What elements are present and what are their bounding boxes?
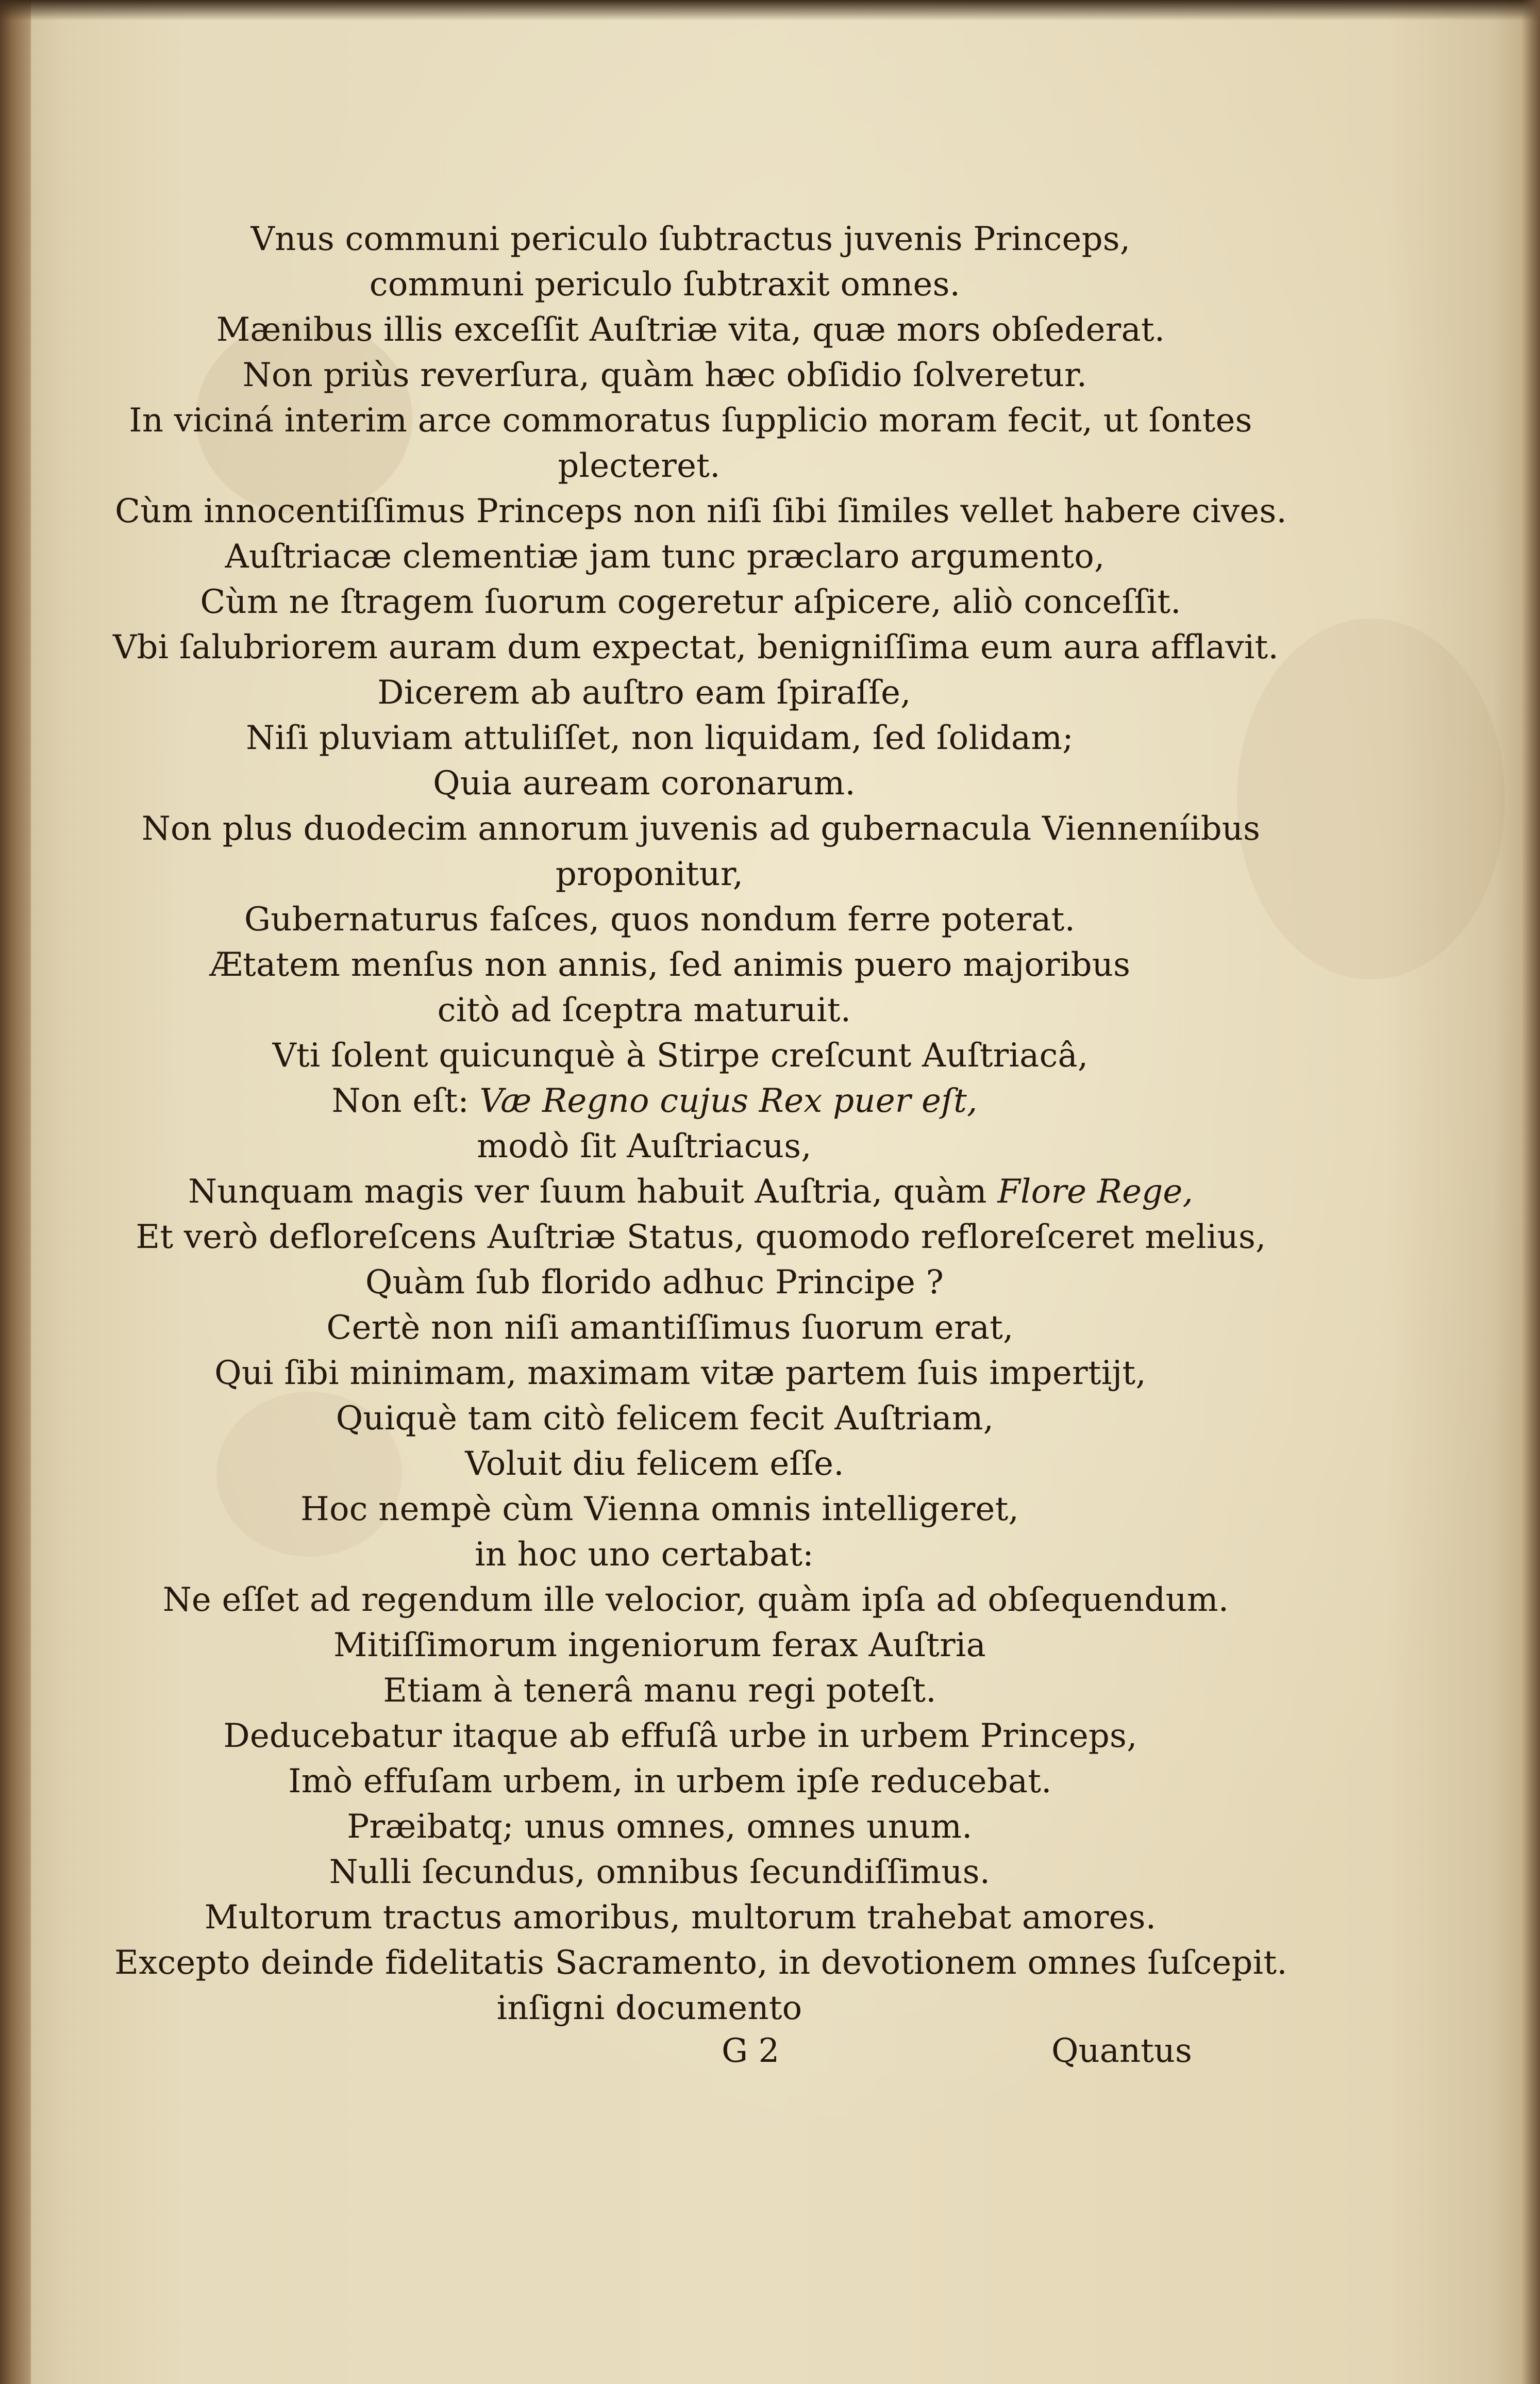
text-line — [98, 1169, 1283, 1214]
text-line: Quiquè tam citò felicem fecit Auſtriam, — [336, 1399, 994, 1438]
page-right-edge — [1521, 0, 1540, 2384]
text-line: proponitur, — [555, 855, 744, 893]
text-line: Etiam à tenerâ manu regi poteſt. — [383, 1672, 936, 1710]
text-line: In viciná interim arce commoratus ſupplicio moram fecit, ut ſontes — [129, 402, 1252, 440]
text-line: Vbi ſalubriorem auram dum expectat, benigniſſima eum aura afflavit. — [113, 628, 1279, 666]
text-line: in hoc uno certabat: — [475, 1536, 814, 1574]
text-line: inſigni documento — [496, 1989, 802, 2027]
text-line — [62, 1078, 1247, 1124]
text-line: Ætatem menſus non annis, ſed animis puero majoribus — [209, 946, 1131, 984]
text-line: Non plus duodecim annorum juvenis ad gubernacula Vienneníibus — [141, 810, 1261, 848]
text-line: Niſi pluviam attuliſſet, non liquidam, ſed ſolidam; — [246, 719, 1074, 757]
text-line: citò ad ſceptra maturuit. — [437, 991, 851, 1029]
italic-phrase: Flore Rege, — [997, 1173, 1194, 1211]
text-line: Voluit diu felicem eſſe. — [465, 1445, 844, 1483]
text-segment: Non eſt: — [331, 1082, 480, 1120]
text-line: Et verò defloreſcens Auſtriæ Status, quomodo refloreſceret melius, — [136, 1218, 1266, 1256]
catchword: Quantus — [1051, 2032, 1192, 2070]
text-line: Vti ſolent quicunquè à Stirpe creſcunt Auſtriacâ, — [272, 1037, 1089, 1075]
paper-stain — [1237, 619, 1505, 979]
text-line: Imò effuſam urbem, in urbem ipſe reducebat. — [288, 1762, 1052, 1800]
text-line: Cùm innocentiſſimus Princeps non niſi ſibi ſimiles vellet habere cives. — [115, 492, 1287, 530]
text-line: Deducebatur itaque ab effuſâ urbe in urbem Princeps, — [223, 1717, 1137, 1755]
text-line: Nulli ſecundus, omnibus ſecundiſſimus. — [329, 1853, 991, 1891]
text-line: Auſtriacæ clementiæ jam tunc præclaro argumento, — [225, 538, 1105, 576]
text-line: Dicerem ab auſtro eam ſpiraſſe, — [377, 674, 911, 712]
text-segment: Nunquam magis ver ſuum habuit Auſtria, quàm — [188, 1173, 998, 1211]
signature-mark: G 2 — [722, 2032, 780, 2070]
text-line: Hoc nempè cùm Vienna omnis intelligeret, — [300, 1490, 1019, 1528]
page-top-edge — [0, 0, 1540, 21]
text-line: Mænibus illis exceſſit Auſtriæ vita, quæ mors obſederat. — [216, 311, 1165, 349]
text-line: Qui ſibi minimam, maximam vitæ partem ſuis impertijt, — [214, 1354, 1146, 1392]
text-line: Ne eſſet ad regendum ille velocior, quàm ipſa ad obſequendum. — [162, 1581, 1229, 1619]
text-line: Excepto deinde fidelitatis Sacramento, in devotionem omnes ſuſcepit. — [114, 1944, 1287, 1982]
text-line: Vnus communi periculo ſubtractus juvenis Princeps, — [250, 220, 1131, 258]
text-line: Cùm ne ſtragem ſuorum cogeretur aſpicere, aliò conceſſit. — [200, 583, 1181, 621]
text-line: Non priùs reverſura, quàm hæc obſidio ſolveretur. — [242, 356, 1087, 394]
text-line: Certè non niſi amantiſſimus ſuorum erat, — [326, 1309, 1014, 1347]
page-binding-shadow — [0, 0, 31, 2384]
text-line: Mitiſſimorum ingeniorum ferax Auſtria — [333, 1626, 986, 1664]
text-line: Quàm ſub florido adhuc Principe ? — [365, 1263, 944, 1302]
text-line: Præibatq; unus omnes, omnes unum. — [347, 1808, 973, 1846]
text-line: communi periculo ſubtraxit omnes. — [369, 265, 961, 304]
text-line: Quia auream coronarum. — [433, 764, 856, 803]
italic-phrase: Væ Regno cujus Rex puer eſt, — [479, 1082, 978, 1120]
text-line: modò ſit Auſtriacus, — [477, 1127, 812, 1165]
text-line: Gubernaturus faſces, quos nondum ferre poterat. — [244, 901, 1076, 939]
text-line: Multorum tractus amoribus, multorum trahebat amores. — [204, 1898, 1157, 1937]
text-line: plecteret. — [558, 447, 721, 485]
